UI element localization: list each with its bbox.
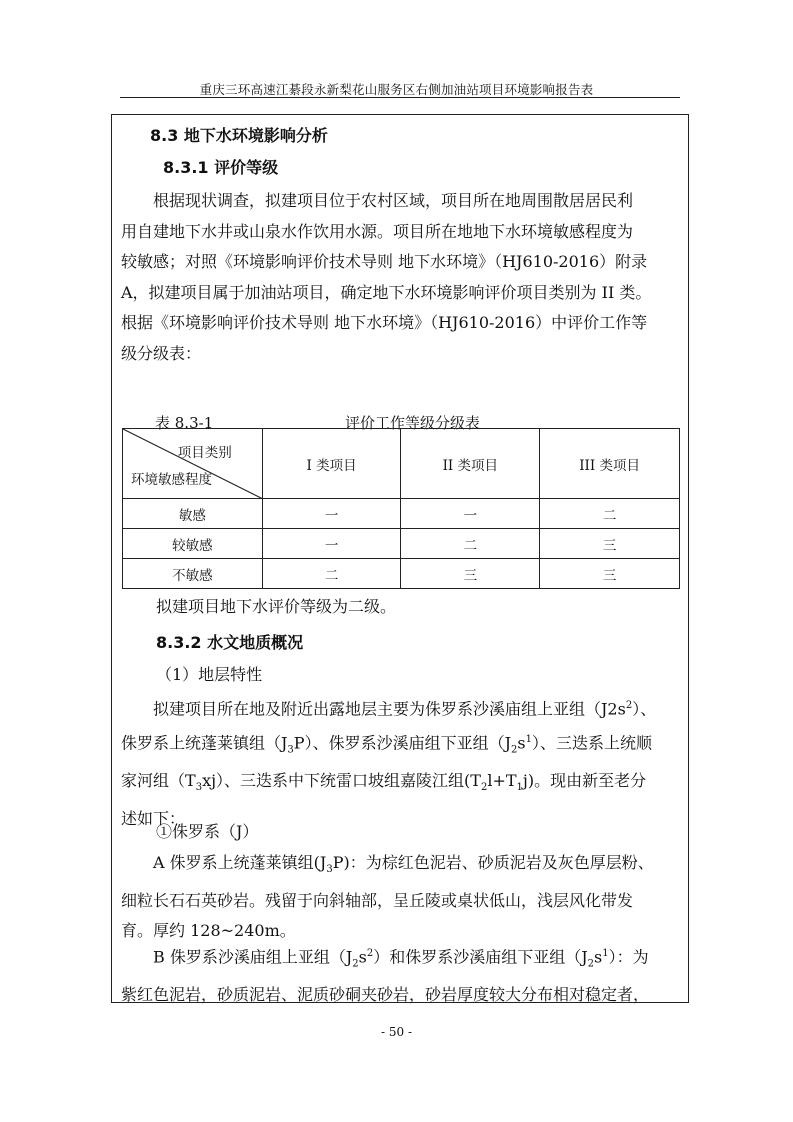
row-label: 较敏感: [123, 529, 263, 559]
paragraph-line: 育。厚约 128~240m。: [121, 921, 296, 941]
diagonal-line: [123, 429, 263, 499]
table-cell: 一: [401, 499, 540, 529]
table-cell: 一: [262, 529, 401, 559]
document-header: 重庆三环高速江綦段永新梨花山服务区右侧加油站项目环境影响报告表: [199, 82, 594, 97]
paragraph-strata: [121, 691, 683, 834]
paragraph-evaluation: [121, 186, 683, 369]
table-cell: 一: [262, 499, 401, 529]
table-header-row: [123, 429, 680, 499]
grade-table: [122, 428, 680, 589]
table-cell: 三: [401, 559, 540, 589]
table-row: [123, 559, 680, 589]
row-label: 敏感: [123, 499, 263, 529]
paragraph-penglaizhen: [121, 848, 683, 947]
paragraph-line: 用自建地下水井或山泉水作饮用水源。项目所在地地下水环境敏感程度为: [121, 221, 634, 241]
table-cell: 三: [540, 529, 680, 559]
column-header: III 类项目: [540, 429, 680, 499]
paragraph-line: A 侏罗系上统蓬莱镇组$(J_3P)$：为棕红色泥岩、砂质泥岩及灰色厚层粉、: [153, 853, 654, 876]
table-cell: 二: [540, 499, 680, 529]
paragraph-line: 侏罗系上统蓬莱镇组$(J_3P)$、侏罗系沙溪庙组下亚组$(J_2s^1)$、三迭系上统顺: [121, 733, 652, 756]
paragraph-line: 细粒长石石英砂岩。残留于向斜轴部，呈丘陵或桌状低山，浅层风化带发: [121, 890, 634, 910]
conclusion-text: 拟建项目地下水评价等级为二级。: [156, 597, 397, 616]
paragraph-line: 紫红色泥岩，砂质泥岩、泥质砂硐夹砂岩，砂岩厚度较大分布相对稳定者，: [121, 985, 650, 1005]
table-cell: 二: [401, 529, 540, 559]
column-header: I 类项目: [262, 429, 401, 499]
row-label: 不敏感: [123, 559, 263, 589]
corner-top-label: 项目类别: [177, 445, 232, 461]
table-cell: 三: [540, 559, 680, 589]
table-label: 表 8.3-1: [155, 414, 214, 432]
paragraph-line: 根据《环境影响评价技术导则 地下水环境》（HJ610-2016）中评价工作等: [121, 313, 648, 332]
paragraph-line: 较敏感；对照《环境影响评价技术导则 地下水环境》（HJ610-2016）附录: [121, 252, 648, 271]
subsection-heading-hydrogeology: 8.3.2 水文地质概况: [156, 633, 304, 652]
table-title: 评价工作等级分级表: [345, 414, 481, 432]
section-heading: 8.3 地下水环境影响分析: [150, 126, 328, 145]
paragraph-line: 级分级表：: [121, 343, 202, 363]
paragraph-line: 述如下：: [121, 808, 186, 828]
page-number: - 50 -: [380, 1025, 412, 1039]
column-header: II 类项目: [401, 429, 540, 499]
subsection-heading-evaluation-level: 8.3.1 评价等级: [163, 158, 279, 177]
paragraph-line: A，拟建项目属于加油站项目，确定地下水环境影响评价项目类别为 II 类。: [121, 282, 652, 302]
table-row: [123, 529, 680, 559]
table-row: [123, 499, 680, 529]
paragraph-shaximiao: [121, 939, 683, 1011]
paragraph-line: 拟建项目所在地及附近出露地层主要为侏罗系沙溪庙组上亚组$(J2s^2)$、: [153, 699, 657, 719]
corner-bottom-label: 环境敏感程度: [131, 472, 212, 488]
header-rule: [120, 97, 680, 98]
table-cell: 二: [262, 559, 401, 589]
paragraph-line: 家河组$(T_3xj)$、三迭系中下统雷口坡组嘉陵江组$(T_2l+T_1j)$。现由新至老分: [121, 770, 647, 794]
table-corner-cell: [123, 429, 263, 499]
paragraph-line: 根据现状调查，拟建项目位于农村区域，项目所在地周围散居居民利: [153, 191, 634, 210]
paragraph-line: B 侏罗系沙溪庙组上亚组$(J_2s^2)$和侏罗系沙溪庙组下亚组$(J_2s^1)$：为: [153, 947, 649, 970]
item-strata-heading: （1）地层特性: [156, 665, 263, 684]
jurassic-heading: ①侏罗系（J）: [156, 822, 259, 841]
